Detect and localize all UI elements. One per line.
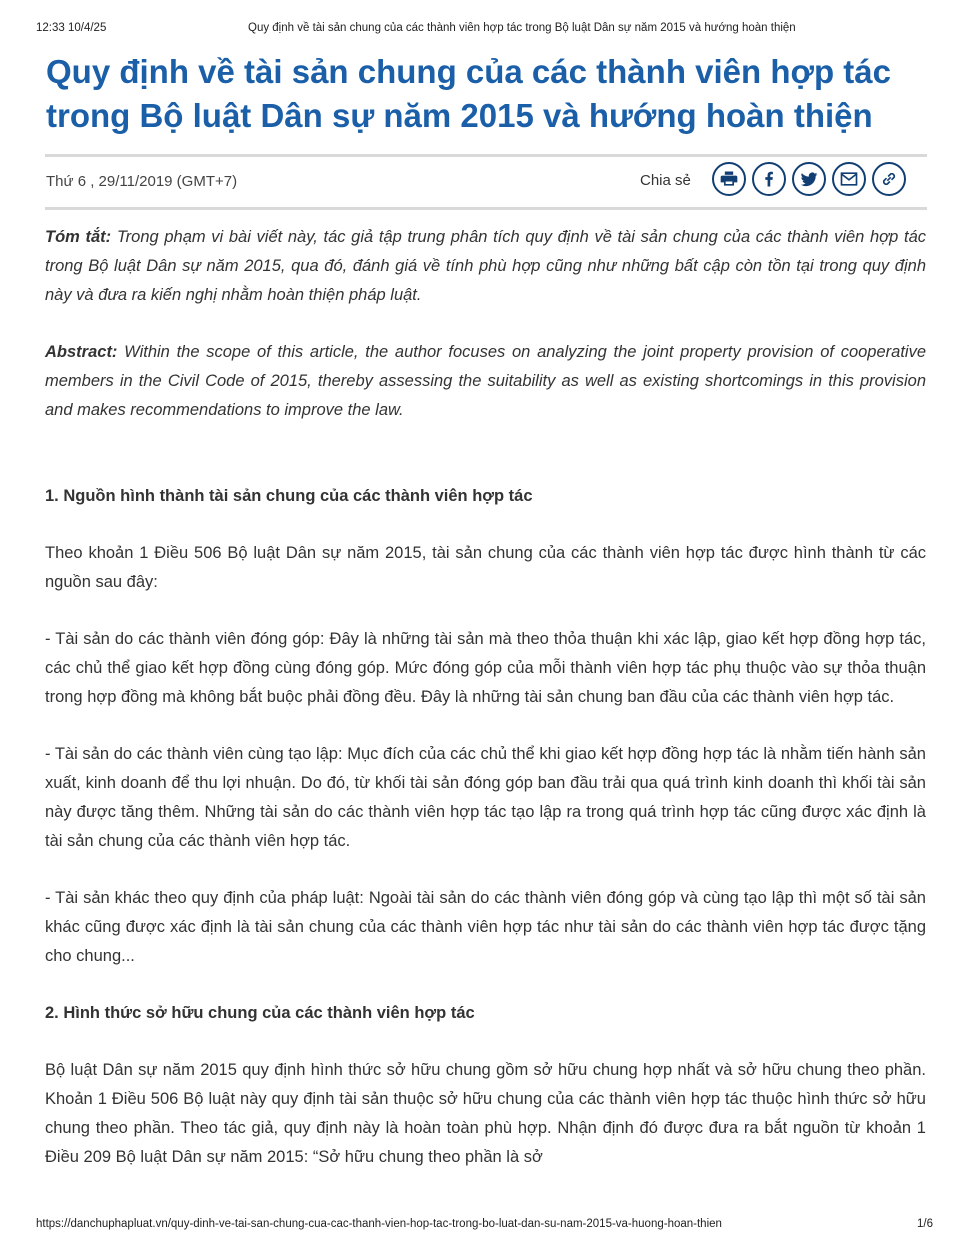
- share-label: Chia sẻ: [640, 172, 691, 189]
- divider-top: [45, 154, 927, 157]
- section2-paragraph: Bộ luật Dân sự năm 2015 quy định hình thức sở hữu chung gồm sở hữu chung hợp nhất và sở hữu chung theo phần. Khoản 1 Điều 506 Bộ luật này quy định tài sản thuộc sở hữu chung của các thành viên hợp tác thuộc hình thức sở hữu chung theo phần. Theo tác giả, quy định này là hoàn toàn phù hợp. Nhận định đó được đưa ra bắt nguồn từ khoản 1 Điều 209 Bộ luật Dân sự năm 2015: “Sở hữu chung theo phần là sở: [45, 1061, 926, 1166]
- section-heading-1: 1. Nguồn hình thành tài sản chung của các thành viên hợp tác: [45, 487, 533, 505]
- facebook-icon[interactable]: [752, 162, 786, 196]
- abstract-text: Within the scope of this article, the author focuses on analyzing the joint property provision of cooperative members in the Civil Code of 2015, thereby assessing the suitability as well as existing shortcomings in this provision and makes recommendations to improve the law.: [45, 343, 926, 419]
- print-footer: [36, 1218, 933, 1234]
- abstract-label: Abstract:: [45, 343, 118, 361]
- article-body: [45, 223, 926, 1172]
- print-url[interactable]: https://danchuphapluat.vn/quy-dinh-ve-tai-san-chung-cua-cac-thanh-vien-hop-tac-trong-bo-luat-dan-su-nam-2015-va-huong-hoan-thien: [36, 1218, 722, 1230]
- print-timestamp: 12:33 10/4/25: [36, 22, 107, 34]
- share-toolbar: [712, 162, 906, 196]
- twitter-icon[interactable]: [792, 162, 826, 196]
- article-date: Thứ 6 , 29/11/2019 (GMT+7): [46, 173, 238, 190]
- section-heading-2: 2. Hình thức sở hữu chung của các thành viên hợp tác: [45, 1004, 475, 1022]
- summary-paragraph: [45, 223, 926, 310]
- divider-bottom: [45, 207, 927, 210]
- list-item: - Tài sản do các thành viên cùng tạo lập: Mục đích của các chủ thể khi giao kết hợp đồng hợp tác là nhằm tiến hành sản xuất, kinh doanh để thu lợi nhuận. Do đó, từ khối tài sản đóng góp ban đầu trải qua quá trình kinh doanh thì khối tài sản này được tăng thêm. Những tài sản do các thành viên hợp tác tạo lập ra trong quá trình hợp tác cũng được xác định là tài sản chung của các thành viên hợp tác.: [45, 745, 926, 850]
- article-title: Quy định về tài sản chung của các thành viên hợp tác trong Bộ luật Dân sự năm 2015 và hướng hoàn thiện: [46, 53, 891, 134]
- print-doc-title: Quy định về tài sản chung của các thành viên hợp tác trong Bộ luật Dân sự năm 2015 và hướng hoàn thiện: [248, 22, 796, 34]
- section1-intro: Theo khoản 1 Điều 506 Bộ luật Dân sự năm 2015, tài sản chung của các thành viên hợp tác được hình thành từ các nguồn sau đây:: [45, 544, 926, 591]
- summary-text: Trong phạm vi bài viết này, tác giả tập trung phân tích quy định về tài sản chung của các thành viên hợp tác trong Bộ luật Dân sự năm 2015, qua đó, đánh giá về tính phù hợp cũng như những bất cập còn tồn tại trong quy định này và đưa ra kiến nghị nhằm hoàn thiện pháp luật.: [45, 228, 926, 304]
- list-item: - Tài sản khác theo quy định của pháp luật: Ngoài tài sản do các thành viên đóng góp và cùng tạo lập thì một số tài sản khác cũng được xác định là tài sản chung của các thành viên hợp tác như tài sản do các thành viên hợp tác được tặng cho chung...: [45, 889, 926, 965]
- print-icon[interactable]: [712, 162, 746, 196]
- print-header: [36, 22, 933, 38]
- list-item: - Tài sản do các thành viên đóng góp: Đây là những tài sản mà theo thỏa thuận khi xác lập, giao kết hợp đồng hợp tác, các chủ thể giao kết hợp đồng cùng đóng góp. Mức đóng góp của mỗi thành viên hợp tác phụ thuộc vào sự thỏa thuận trong hợp đồng mà không bắt buộc phải đồng đều. Đây là những tài sản chung ban đầu của các thành viên hợp tác.: [45, 630, 926, 706]
- page-number: 1/6: [917, 1218, 933, 1230]
- summary-label: Tóm tắt:: [45, 228, 112, 246]
- abstract-paragraph: [45, 338, 926, 425]
- email-icon[interactable]: [832, 162, 866, 196]
- link-icon[interactable]: [872, 162, 906, 196]
